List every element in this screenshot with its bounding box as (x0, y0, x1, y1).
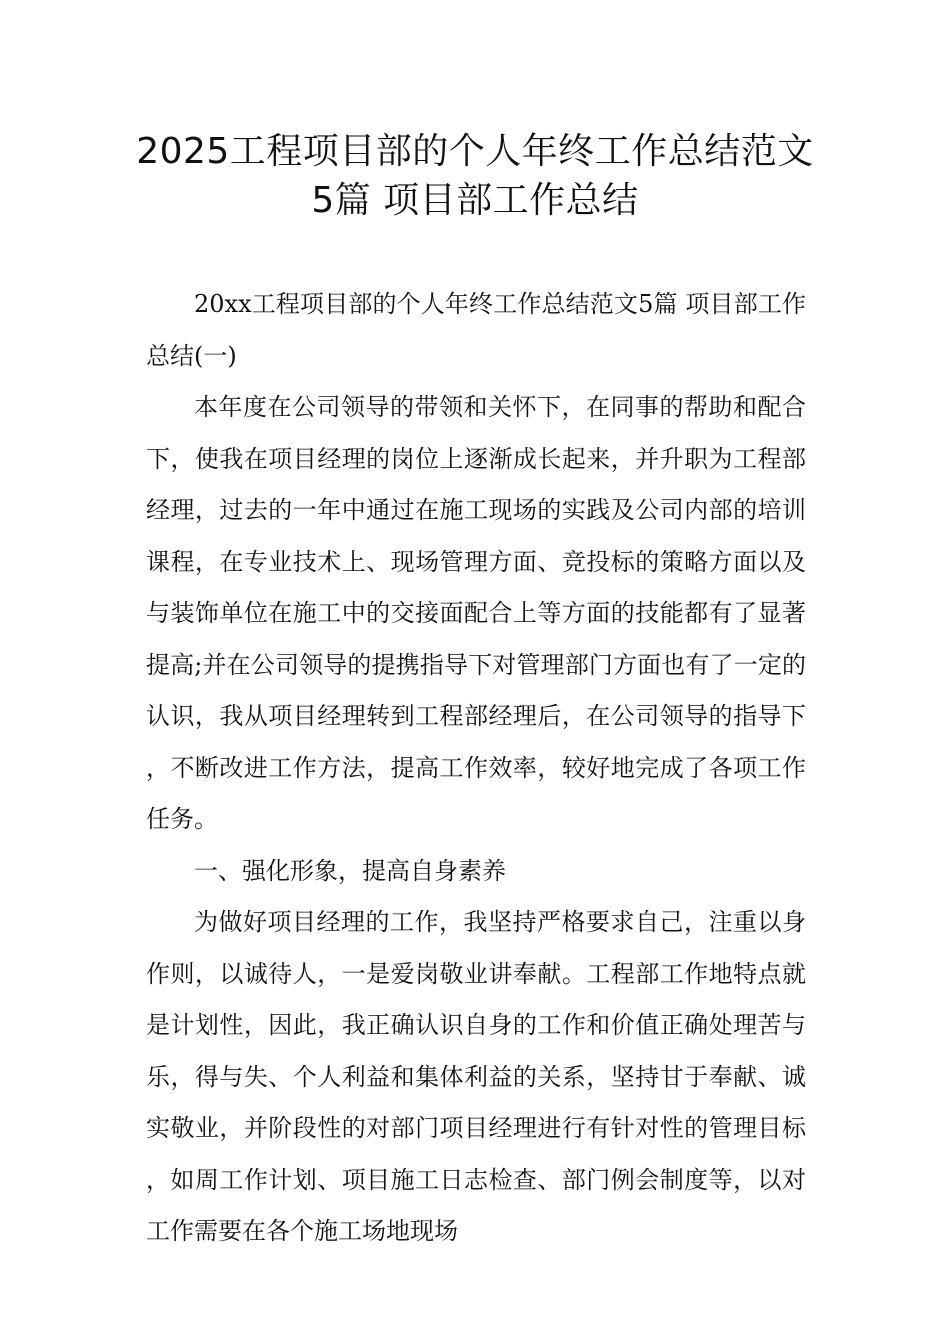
intro-paragraph: 本年度在公司领导的带领和关怀下，在同事的帮助和配合下，使我在项目经理的岗位上逐渐成长起来，并升职为工程部经理，过去的一年中通过在施工现场的实践及公司内部的培训课程，在专业技术上、现场管理方面、竞投标的策略方面以及与装饰单位在施工中的交接面配合上等方面的技能都有了显著提高;并在公司领导的提携指导下对管理部门方面也有了一定的认识，我从项目经理转到工程部经理后，在公司领导的指导下，不断改进工作方法，提高工作效率，较好地完成了各项工作任务。 (146, 393, 806, 833)
document-title-line-1: 2025工程项目部的个人年终工作总结范文 (136, 131, 814, 172)
subsection-heading: 一、强化形象，提高自身素养 (194, 856, 506, 885)
document-body (146, 279, 806, 1258)
section-heading-paragraph: 20xx工程项目部的个人年终工作总结范文5篇 项目部工作总结(一) (146, 290, 806, 370)
document-title-line-2: 5篇 项目部工作总结 (311, 180, 639, 221)
body-paragraph: 为做好项目经理的工作，我坚持严格要求自己，注重以身作则，以诚待人，一是爱岗敬业讲奉献。工程部工作地特点就是计划性，因此，我正确认识自身的工作和价值正确处理苦与乐，得与失、个人利益和集体利益的关系，坚持甘于奉献、诚实敬业，并阶段性的对部门项目经理进行有针对性的管理目标，如周工作计划、项目施工日志检查、部门例会制度等，以对工作需要在各个施工场地现场 (146, 908, 806, 1245)
